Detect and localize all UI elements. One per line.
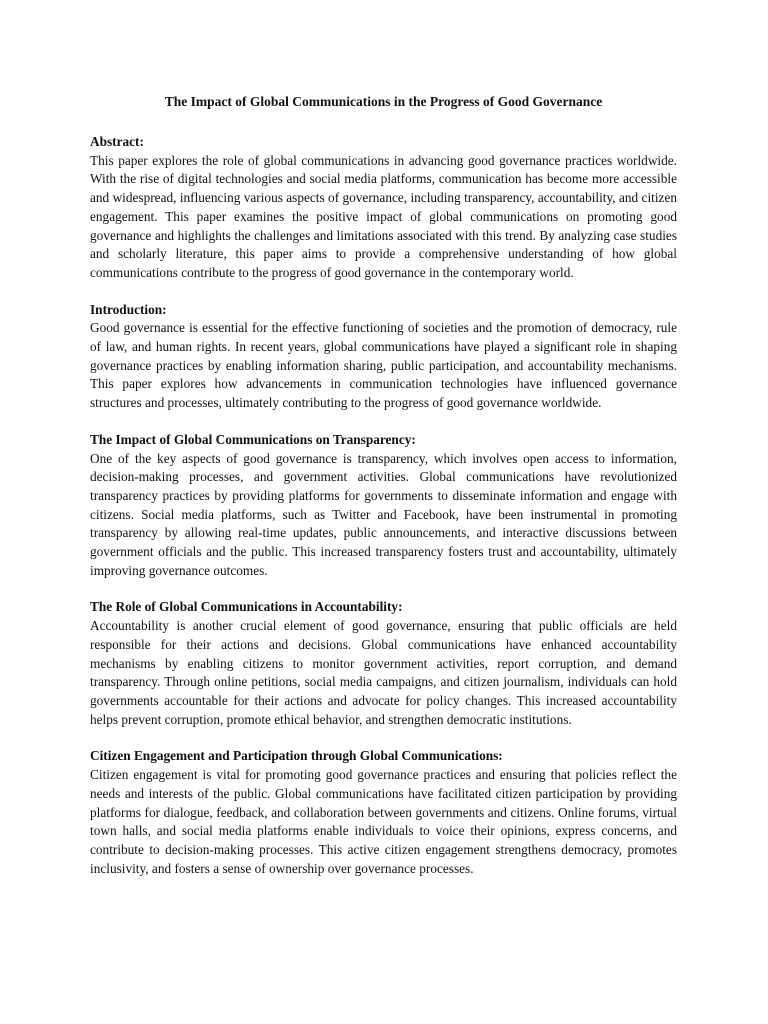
- document-page: [90, 93, 677, 896]
- section-heading: The Impact of Global Communications on Transparency:: [90, 431, 416, 447]
- section-body: Good governance is essential for the effective functioning of societies and the promotion of democracy, rule of law, and human rights. In recent years, global communications have played a significant role in shaping governance practices by enabling information sharing, public participation, and accountability mechanisms. This paper explores how advancements in communication technologies have influenced governance structures and processes, ultimately contributing to the progress of good governance worldwide.: [90, 320, 677, 411]
- section-body: Citizen engagement is vital for promoting good governance practices and ensuring that policies reflect the needs and interests of the public. Global communications have facilitated citizen participation by providing platforms for dialogue, feedback, and collaboration between governments and citizens. Online forums, virtual town halls, and social media platforms enable individuals to voice their opinions, express concerns, and contribute to decision-making processes. This active citizen engagement strengthens democracy, promotes inclusivity, and fosters a sense of ownership over governance processes.: [90, 767, 677, 876]
- section-citizen-engagement: [90, 747, 677, 878]
- section-accountability: [90, 598, 677, 729]
- section-body: Accountability is another crucial element of good governance, ensuring that public officials are held responsible for their actions and decisions. Global communications have enhanced accountability mechanisms by enabling citizens to monitor government activities, report corruption, and demand transparency. Through online petitions, social media campaigns, and citizen journalism, individuals can hold governments accountable for their actions and advocate for policy changes. This increased accountability helps prevent corruption, promote ethical behavior, and strengthen democratic institutions.: [90, 618, 677, 727]
- section-abstract: [90, 133, 677, 283]
- section-transparency: [90, 431, 677, 581]
- section-body: This paper explores the role of global communications in advancing good governance practices worldwide. With the rise of digital technologies and social media platforms, communication has become more accessible and widespread, influencing various aspects of governance, including transparency, accountability, and citizen engagement. This paper examines the positive impact of global communications on promoting good governance and highlights the challenges and limitations associated with this trend. By analyzing case studies and scholarly literature, this paper aims to provide a comprehensive understanding of how global communications contribute to the progress of good governance in the contemporary world.: [90, 152, 677, 280]
- section-heading: Introduction:: [90, 301, 167, 317]
- section-body: One of the key aspects of good governance is transparency, which involves open access to information, decision-making processes, and government activities. Global communications have revolutionized transparency practices by providing platforms for governments to disseminate information and engage with citizens. Social media platforms, such as Twitter and Facebook, have been instrumental in promoting transparency by allowing real-time updates, public announcements, and interactive discussions between government officials and the public. This increased transparency fosters trust and accountability, ultimately improving governance outcomes.: [90, 450, 677, 578]
- section-heading: Citizen Engagement and Participation through Global Communications:: [90, 748, 503, 764]
- document-title: The Impact of Global Communications in the Progress of Good Governance: [164, 94, 603, 109]
- section-heading: The Role of Global Communications in Accountability:: [90, 599, 403, 615]
- section-heading: Abstract:: [90, 134, 144, 149]
- section-introduction: [90, 301, 677, 413]
